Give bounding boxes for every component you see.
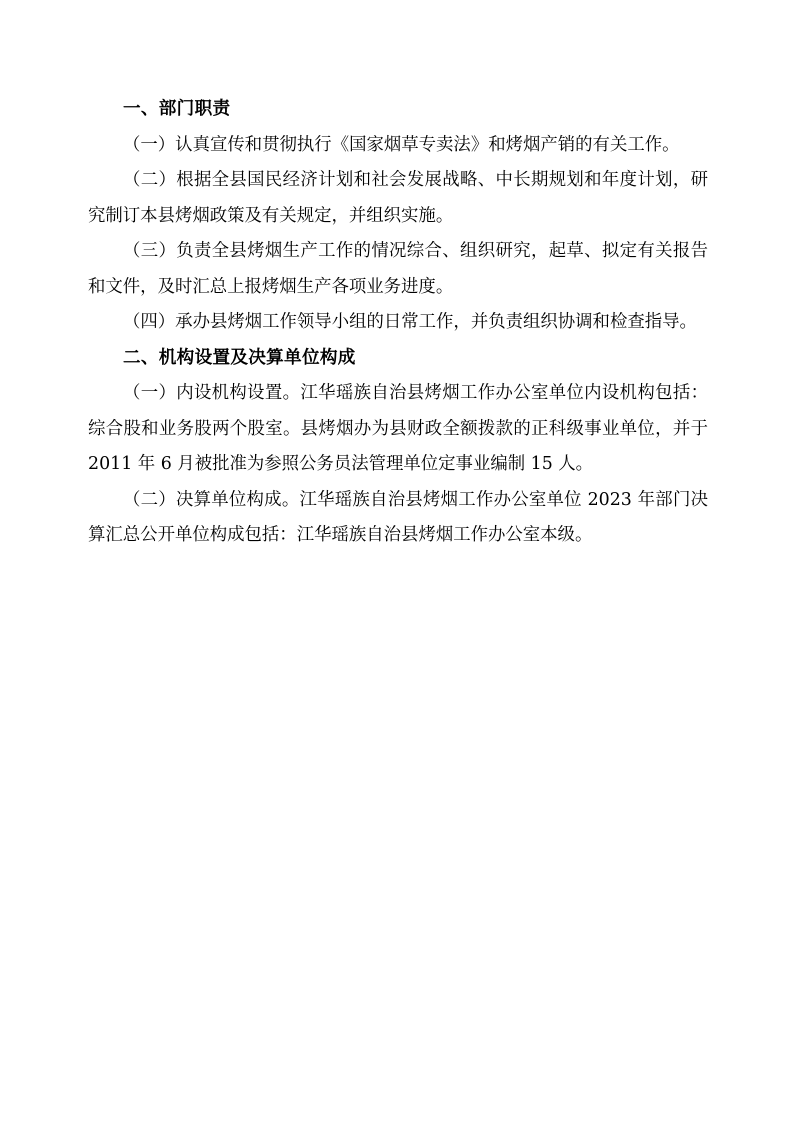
section-heading-2: 二、机构设置及决算单位构成 [123, 347, 356, 368]
section-1-paragraph-4: （四）承办县烤烟工作领导小组的日常工作，并负责组织协调和检查指导。 [123, 312, 697, 332]
section-1-paragraph-2: （二）根据全县国民经济计划和社会发展战略、中长期规划和年度计划，研究制订本县烤烟政策及有关规定，并组织实施。 [88, 170, 708, 226]
section-1-paragraph-1: （一）认真宣传和贯彻执行《国家烟草专卖法》和烤烟产销的有关工作。 [123, 134, 680, 155]
section-2-paragraph-2: （二）决算单位构成。江华瑶族自治县烤烟工作办公室单位 2023 年部门决算汇总公开单位构成包括：江华瑶族自治县烤烟工作办公室本级。 [88, 489, 708, 545]
section-2-paragraph-1: （一）内设机构设置。江华瑶族自治县烤烟工作办公室单位内设机构包括：综合股和业务股两个股室。县烤烟办为县财政全额拨款的正科级事业单位，并于 2011 年 6 月被批准为参照公务员法管理单位定事业编制 15 人。 [88, 383, 708, 474]
document-content [88, 92, 708, 554]
section-1-paragraph-3: （三）负责全县烤烟生产工作的情况综合、组织研究，起草、拟定有关报告和文件，及时汇总上报烤烟生产各项业务进度。 [88, 241, 708, 297]
section-heading-1: 一、部门职责 [123, 99, 231, 119]
